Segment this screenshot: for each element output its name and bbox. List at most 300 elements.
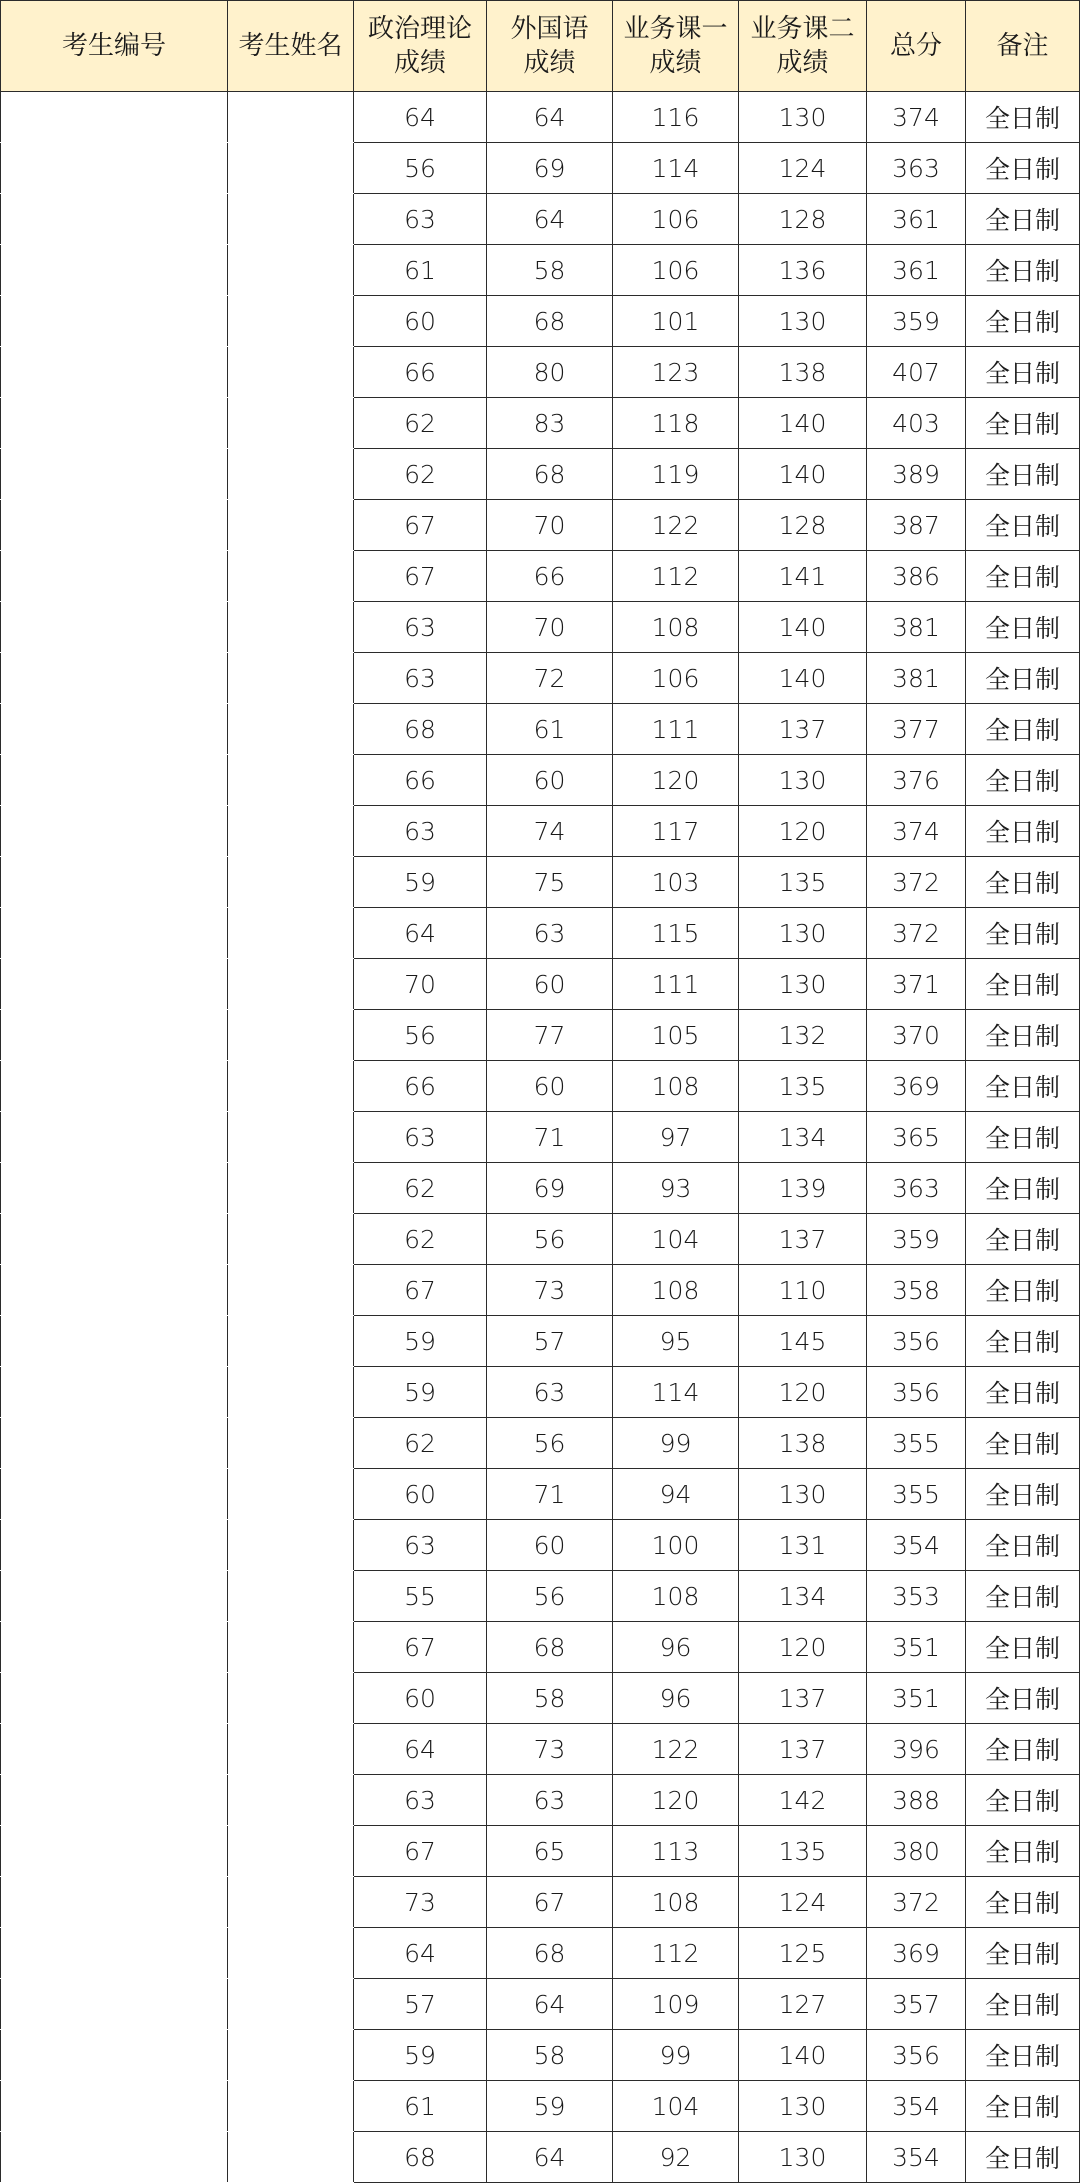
politics-score-cell: 61	[354, 245, 487, 296]
header-label: 备注	[996, 31, 1049, 61]
remarks-cell: 全日制	[966, 449, 1080, 500]
foreign-language-score-cell: 66	[487, 551, 613, 602]
total-score-cell: 354	[867, 2132, 966, 2183]
candidate-id-cell	[1, 143, 228, 194]
foreign-language-score-cell: 75	[487, 857, 613, 908]
total-score-cell: 403	[867, 398, 966, 449]
subject-one-score-cell: 103	[613, 857, 739, 908]
subject-one-score-cell: 105	[613, 1010, 739, 1061]
total-score-cell: 354	[867, 2081, 966, 2132]
politics-score-cell: 62	[354, 449, 487, 500]
total-score-cell: 381	[867, 653, 966, 704]
total-score-cell: 359	[867, 1214, 966, 1265]
table-row	[1, 653, 1080, 704]
remarks-cell: 全日制	[966, 959, 1080, 1010]
candidate-id-cell	[1, 755, 228, 806]
candidate-id-cell	[1, 1826, 228, 1877]
subject-one-score-cell: 96	[613, 1622, 739, 1673]
total-score-cell: 407	[867, 347, 966, 398]
total-score-cell: 353	[867, 1571, 966, 1622]
candidate-id-cell	[1, 908, 228, 959]
candidate-id-cell	[1, 194, 228, 245]
candidate-name-cell	[228, 2081, 354, 2132]
table-row	[1, 245, 1080, 296]
politics-score-cell: 63	[354, 806, 487, 857]
foreign-language-score-cell: 71	[487, 1469, 613, 1520]
politics-score-cell: 64	[354, 908, 487, 959]
foreign-language-score-cell: 60	[487, 1520, 613, 1571]
subject-one-score-cell: 111	[613, 704, 739, 755]
remarks-cell: 全日制	[966, 2081, 1080, 2132]
candidate-id-cell	[1, 1928, 228, 1979]
subject-two-score-cell: 140	[739, 602, 867, 653]
table-row	[1, 1112, 1080, 1163]
candidate-name-cell	[228, 959, 354, 1010]
total-score-cell: 363	[867, 143, 966, 194]
remarks-cell: 全日制	[966, 1214, 1080, 1265]
candidate-id-cell	[1, 1367, 228, 1418]
table-row	[1, 1469, 1080, 1520]
subject-one-score-cell: 93	[613, 1163, 739, 1214]
table-row	[1, 92, 1080, 143]
candidate-id-cell	[1, 1163, 228, 1214]
candidate-name-cell	[228, 1928, 354, 1979]
foreign-language-score-cell: 69	[487, 1163, 613, 1214]
remarks-cell: 全日制	[966, 1673, 1080, 1724]
subject-two-score-cell: 137	[739, 704, 867, 755]
candidate-name-cell	[228, 806, 354, 857]
candidate-id-cell	[1, 1571, 228, 1622]
total-score-cell: 389	[867, 449, 966, 500]
candidate-id-cell	[1, 959, 228, 1010]
total-score-cell: 363	[867, 1163, 966, 1214]
candidate-id-cell	[1, 1622, 228, 1673]
politics-score-cell: 60	[354, 1673, 487, 1724]
table-row	[1, 194, 1080, 245]
remarks-cell: 全日制	[966, 1316, 1080, 1367]
header-label: 外国语 成绩	[510, 14, 589, 78]
candidate-name-cell	[228, 551, 354, 602]
politics-score-cell: 73	[354, 1877, 487, 1928]
politics-score-cell: 57	[354, 1979, 487, 2030]
remarks-cell: 全日制	[966, 398, 1080, 449]
subject-two-score-cell: 130	[739, 959, 867, 1010]
politics-score-cell: 62	[354, 1418, 487, 1469]
total-score-cell: 359	[867, 296, 966, 347]
candidate-id-cell	[1, 806, 228, 857]
politics-score-cell: 59	[354, 2030, 487, 2081]
politics-score-cell: 62	[354, 1163, 487, 1214]
remarks-cell: 全日制	[966, 1367, 1080, 1418]
subject-one-score-cell: 118	[613, 398, 739, 449]
politics-score-cell: 55	[354, 1571, 487, 1622]
subject-two-score-cell: 142	[739, 1775, 867, 1826]
total-score-cell: 358	[867, 1265, 966, 1316]
candidate-name-cell	[228, 1163, 354, 1214]
candidate-id-cell	[1, 704, 228, 755]
total-score-cell: 356	[867, 1367, 966, 1418]
subject-one-score-cell: 116	[613, 92, 739, 143]
subject-two-score-cell: 136	[739, 245, 867, 296]
subject-two-score-cell: 124	[739, 143, 867, 194]
candidate-name-cell	[228, 755, 354, 806]
foreign-language-score-cell: 64	[487, 92, 613, 143]
foreign-language-score-cell: 59	[487, 2081, 613, 2132]
table-row	[1, 857, 1080, 908]
header-candidate-name	[228, 1, 354, 92]
remarks-cell: 全日制	[966, 653, 1080, 704]
remarks-cell: 全日制	[966, 1877, 1080, 1928]
table-row	[1, 1877, 1080, 1928]
subject-two-score-cell: 125	[739, 1928, 867, 1979]
candidate-name-cell	[228, 1979, 354, 2030]
table-row	[1, 806, 1080, 857]
subject-two-score-cell: 139	[739, 1163, 867, 1214]
remarks-cell: 全日制	[966, 2132, 1080, 2183]
candidate-name-cell	[228, 347, 354, 398]
politics-score-cell: 63	[354, 1112, 487, 1163]
politics-score-cell: 62	[354, 1214, 487, 1265]
remarks-cell: 全日制	[966, 857, 1080, 908]
subject-two-score-cell: 135	[739, 857, 867, 908]
subject-one-score-cell: 119	[613, 449, 739, 500]
total-score-cell: 388	[867, 1775, 966, 1826]
politics-score-cell: 56	[354, 1010, 487, 1061]
table-row	[1, 1775, 1080, 1826]
candidate-id-cell	[1, 1418, 228, 1469]
header-total-score	[867, 1, 966, 92]
table-row	[1, 1010, 1080, 1061]
politics-score-cell: 63	[354, 1775, 487, 1826]
candidate-name-cell	[228, 1520, 354, 1571]
candidate-name-cell	[228, 2030, 354, 2081]
total-score-cell: 361	[867, 194, 966, 245]
table-row	[1, 500, 1080, 551]
politics-score-cell: 60	[354, 296, 487, 347]
foreign-language-score-cell: 69	[487, 143, 613, 194]
candidate-id-cell	[1, 1214, 228, 1265]
candidate-name-cell	[228, 143, 354, 194]
table-row	[1, 1316, 1080, 1367]
subject-two-score-cell: 130	[739, 2081, 867, 2132]
politics-score-cell: 70	[354, 959, 487, 1010]
subject-two-score-cell: 140	[739, 2030, 867, 2081]
foreign-language-score-cell: 57	[487, 1316, 613, 1367]
header-foreign-language-score	[487, 1, 613, 92]
candidate-id-cell	[1, 551, 228, 602]
subject-two-score-cell: 137	[739, 1214, 867, 1265]
table-row	[1, 755, 1080, 806]
table-row	[1, 1367, 1080, 1418]
candidate-name-cell	[228, 245, 354, 296]
candidate-name-cell	[228, 1826, 354, 1877]
total-score-cell: 351	[867, 1622, 966, 1673]
subject-one-score-cell: 112	[613, 551, 739, 602]
table-row	[1, 1418, 1080, 1469]
candidate-id-cell	[1, 653, 228, 704]
subject-two-score-cell: 138	[739, 347, 867, 398]
subject-two-score-cell: 110	[739, 1265, 867, 1316]
remarks-cell: 全日制	[966, 1979, 1080, 2030]
candidate-name-cell	[228, 704, 354, 755]
subject-one-score-cell: 120	[613, 755, 739, 806]
foreign-language-score-cell: 64	[487, 2132, 613, 2183]
table-row	[1, 2030, 1080, 2081]
header-politics-score	[354, 1, 487, 92]
remarks-cell: 全日制	[966, 2030, 1080, 2081]
foreign-language-score-cell: 64	[487, 1979, 613, 2030]
subject-two-score-cell: 130	[739, 296, 867, 347]
politics-score-cell: 64	[354, 1724, 487, 1775]
subject-one-score-cell: 100	[613, 1520, 739, 1571]
table-row	[1, 449, 1080, 500]
candidate-name-cell	[228, 1673, 354, 1724]
candidate-name-cell	[228, 1775, 354, 1826]
foreign-language-score-cell: 56	[487, 1214, 613, 1265]
table-row	[1, 2081, 1080, 2132]
header-subject-two-score	[739, 1, 867, 92]
subject-one-score-cell: 113	[613, 1826, 739, 1877]
total-score-cell: 381	[867, 602, 966, 653]
header-label: 政治理论 成绩	[367, 14, 472, 78]
candidate-id-cell	[1, 1877, 228, 1928]
remarks-cell: 全日制	[966, 1469, 1080, 1520]
politics-score-cell: 66	[354, 755, 487, 806]
candidate-name-cell	[228, 398, 354, 449]
foreign-language-score-cell: 71	[487, 1112, 613, 1163]
foreign-language-score-cell: 68	[487, 449, 613, 500]
table-row	[1, 1163, 1080, 1214]
politics-score-cell: 63	[354, 1520, 487, 1571]
candidate-id-cell	[1, 1112, 228, 1163]
politics-score-cell: 59	[354, 857, 487, 908]
candidate-name-cell	[228, 857, 354, 908]
candidate-name-cell	[228, 1571, 354, 1622]
candidate-name-cell	[228, 1061, 354, 1112]
total-score-cell: 387	[867, 500, 966, 551]
politics-score-cell: 64	[354, 1928, 487, 1979]
table-row	[1, 296, 1080, 347]
foreign-language-score-cell: 63	[487, 1367, 613, 1418]
header-subject-one-score	[613, 1, 739, 92]
candidate-name-cell	[228, 296, 354, 347]
remarks-cell: 全日制	[966, 755, 1080, 806]
candidate-id-cell	[1, 857, 228, 908]
subject-two-score-cell: 134	[739, 1571, 867, 1622]
subject-one-score-cell: 99	[613, 2030, 739, 2081]
foreign-language-score-cell: 67	[487, 1877, 613, 1928]
subject-two-score-cell: 145	[739, 1316, 867, 1367]
politics-score-cell: 63	[354, 653, 487, 704]
subject-two-score-cell: 138	[739, 1418, 867, 1469]
politics-score-cell: 63	[354, 602, 487, 653]
total-score-cell: 386	[867, 551, 966, 602]
total-score-cell: 354	[867, 1520, 966, 1571]
candidate-id-cell	[1, 347, 228, 398]
candidate-id-cell	[1, 2030, 228, 2081]
remarks-cell: 全日制	[966, 551, 1080, 602]
header-row	[1, 1, 1080, 92]
foreign-language-score-cell: 63	[487, 1775, 613, 1826]
remarks-cell: 全日制	[966, 296, 1080, 347]
header-label: 业务课一 成绩	[623, 14, 728, 78]
total-score-cell: 355	[867, 1469, 966, 1520]
candidate-name-cell	[228, 1265, 354, 1316]
remarks-cell: 全日制	[966, 1571, 1080, 1622]
subject-one-score-cell: 122	[613, 500, 739, 551]
total-score-cell: 365	[867, 1112, 966, 1163]
candidate-id-cell	[1, 1316, 228, 1367]
candidate-name-cell	[228, 908, 354, 959]
politics-score-cell: 68	[354, 2132, 487, 2183]
remarks-cell: 全日制	[966, 92, 1080, 143]
politics-score-cell: 67	[354, 500, 487, 551]
remarks-cell: 全日制	[966, 1112, 1080, 1163]
politics-score-cell: 64	[354, 92, 487, 143]
candidate-id-cell	[1, 500, 228, 551]
total-score-cell: 376	[867, 755, 966, 806]
header-remarks	[966, 1, 1080, 92]
table-row	[1, 2132, 1080, 2183]
politics-score-cell: 67	[354, 1265, 487, 1316]
candidate-id-cell	[1, 1469, 228, 1520]
subject-one-score-cell: 95	[613, 1316, 739, 1367]
foreign-language-score-cell: 56	[487, 1571, 613, 1622]
politics-score-cell: 67	[354, 551, 487, 602]
total-score-cell: 372	[867, 908, 966, 959]
subject-one-score-cell: 114	[613, 1367, 739, 1418]
candidate-name-cell	[228, 1724, 354, 1775]
foreign-language-score-cell: 68	[487, 296, 613, 347]
foreign-language-score-cell: 77	[487, 1010, 613, 1061]
foreign-language-score-cell: 83	[487, 398, 613, 449]
total-score-cell: 377	[867, 704, 966, 755]
foreign-language-score-cell: 65	[487, 1826, 613, 1877]
total-score-cell: 396	[867, 1724, 966, 1775]
header-label: 考生姓名	[238, 31, 343, 61]
remarks-cell: 全日制	[966, 347, 1080, 398]
candidate-id-cell	[1, 1520, 228, 1571]
subject-one-score-cell: 106	[613, 194, 739, 245]
total-score-cell: 356	[867, 1316, 966, 1367]
remarks-cell: 全日制	[966, 194, 1080, 245]
candidate-name-cell	[228, 194, 354, 245]
subject-two-score-cell: 120	[739, 806, 867, 857]
table-row	[1, 398, 1080, 449]
subject-two-score-cell: 128	[739, 500, 867, 551]
table-row	[1, 1928, 1080, 1979]
foreign-language-score-cell: 60	[487, 959, 613, 1010]
subject-one-score-cell: 108	[613, 1877, 739, 1928]
subject-one-score-cell: 112	[613, 1928, 739, 1979]
politics-score-cell: 62	[354, 398, 487, 449]
subject-two-score-cell: 130	[739, 2132, 867, 2183]
candidate-name-cell	[228, 1214, 354, 1265]
candidate-id-cell	[1, 92, 228, 143]
politics-score-cell: 59	[354, 1316, 487, 1367]
subject-two-score-cell: 140	[739, 398, 867, 449]
politics-score-cell: 66	[354, 1061, 487, 1112]
candidate-name-cell	[228, 1316, 354, 1367]
total-score-cell: 355	[867, 1418, 966, 1469]
subject-two-score-cell: 140	[739, 653, 867, 704]
candidate-name-cell	[228, 449, 354, 500]
header-label: 业务课二 成绩	[750, 14, 855, 78]
subject-two-score-cell: 124	[739, 1877, 867, 1928]
remarks-cell: 全日制	[966, 1928, 1080, 1979]
remarks-cell: 全日制	[966, 1265, 1080, 1316]
table-row	[1, 959, 1080, 1010]
candidate-id-cell	[1, 398, 228, 449]
total-score-cell: 357	[867, 1979, 966, 2030]
total-score-cell: 361	[867, 245, 966, 296]
subject-two-score-cell: 135	[739, 1061, 867, 1112]
foreign-language-score-cell: 63	[487, 908, 613, 959]
candidate-id-cell	[1, 1265, 228, 1316]
remarks-cell: 全日制	[966, 1163, 1080, 1214]
table-row	[1, 908, 1080, 959]
table-row	[1, 602, 1080, 653]
subject-one-score-cell: 108	[613, 602, 739, 653]
subject-two-score-cell: 131	[739, 1520, 867, 1571]
subject-two-score-cell: 132	[739, 1010, 867, 1061]
subject-one-score-cell: 94	[613, 1469, 739, 1520]
remarks-cell: 全日制	[966, 500, 1080, 551]
subject-two-score-cell: 130	[739, 92, 867, 143]
subject-one-score-cell: 104	[613, 1214, 739, 1265]
foreign-language-score-cell: 58	[487, 2030, 613, 2081]
candidate-id-cell	[1, 1979, 228, 2030]
remarks-cell: 全日制	[966, 806, 1080, 857]
candidate-name-cell	[228, 653, 354, 704]
total-score-cell: 351	[867, 1673, 966, 1724]
table-body	[1, 92, 1080, 2183]
header-label: 考生编号	[61, 31, 166, 61]
subject-one-score-cell: 97	[613, 1112, 739, 1163]
remarks-cell: 全日制	[966, 1061, 1080, 1112]
table-row	[1, 1061, 1080, 1112]
candidate-id-cell	[1, 1010, 228, 1061]
candidate-name-cell	[228, 500, 354, 551]
total-score-cell: 356	[867, 2030, 966, 2081]
candidate-id-cell	[1, 1061, 228, 1112]
candidate-id-cell	[1, 449, 228, 500]
subject-one-score-cell: 92	[613, 2132, 739, 2183]
subject-two-score-cell: 140	[739, 449, 867, 500]
table-row	[1, 1622, 1080, 1673]
candidate-id-cell	[1, 1724, 228, 1775]
subject-one-score-cell: 120	[613, 1775, 739, 1826]
table-row	[1, 1673, 1080, 1724]
politics-score-cell: 59	[354, 1367, 487, 1418]
candidate-id-cell	[1, 602, 228, 653]
foreign-language-score-cell: 80	[487, 347, 613, 398]
total-score-cell: 372	[867, 1877, 966, 1928]
subject-one-score-cell: 114	[613, 143, 739, 194]
table-row	[1, 1265, 1080, 1316]
header-candidate-id	[1, 1, 228, 92]
foreign-language-score-cell: 73	[487, 1724, 613, 1775]
foreign-language-score-cell: 70	[487, 500, 613, 551]
subject-one-score-cell: 108	[613, 1061, 739, 1112]
subject-two-score-cell: 128	[739, 194, 867, 245]
subject-one-score-cell: 101	[613, 296, 739, 347]
foreign-language-score-cell: 58	[487, 245, 613, 296]
subject-one-score-cell: 106	[613, 653, 739, 704]
foreign-language-score-cell: 74	[487, 806, 613, 857]
table-row	[1, 1724, 1080, 1775]
subject-one-score-cell: 104	[613, 2081, 739, 2132]
